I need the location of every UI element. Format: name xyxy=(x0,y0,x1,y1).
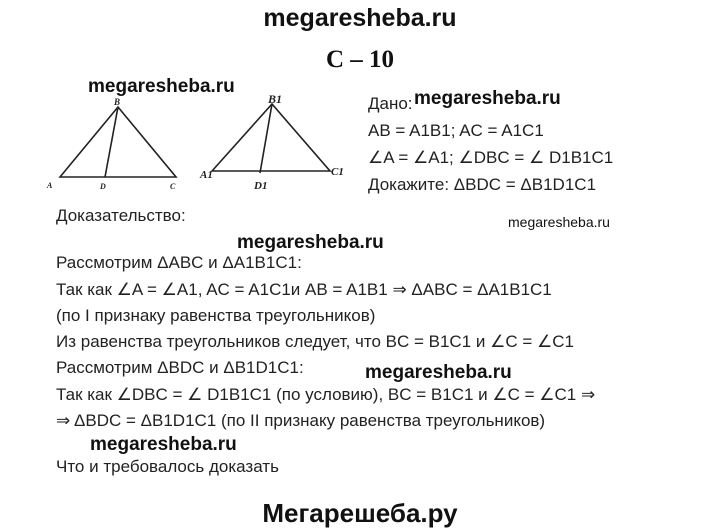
watermark-proof-1: megaresheba.ru xyxy=(237,232,384,253)
given-line-3: Докажите: ΔBDC = ΔB1D1C1 xyxy=(368,175,597,194)
watermark-top: megaresheba.ru xyxy=(263,4,457,32)
proof-line-2: Так как ∠A = ∠A1, AC = A1C1и AB = A1B1 ⇒ ΔABC = ΔA1B1C1 xyxy=(56,280,552,299)
triangles-figure xyxy=(40,94,360,194)
label-b: B xyxy=(114,97,121,107)
proof-line-5: Рассмотрим ΔBDC и ΔB1D1C1: xyxy=(56,358,304,377)
proof-line-8: Что и требовалось доказать xyxy=(56,457,279,476)
page-heading: С – 10 xyxy=(325,46,395,73)
label-d: D xyxy=(100,182,106,191)
triangle-abc xyxy=(60,107,176,177)
proof-line-7: ⇒ ΔBDC = ΔB1D1C1 (по II признаку равенства треугольников) xyxy=(56,411,546,430)
label-c1: C1 xyxy=(331,166,344,178)
proof-line-3: (по I признаку равенства треугольников) xyxy=(56,306,376,325)
watermark-figure: megaresheba.ru xyxy=(88,76,235,97)
label-a1: A1 xyxy=(200,169,213,181)
given-title: Дано: xyxy=(368,94,413,113)
proof-line-1: Рассмотрим ΔABC и ΔA1B1C1: xyxy=(56,253,302,272)
proof-line-4: Из равенства треугольников следует, что BC = B1C1 и ∠C = ∠C1 xyxy=(56,332,574,351)
proof-line-6: Так как ∠DBC = ∠ D1B1C1 (по условию), BC = B1C1 и ∠C = ∠C1 ⇒ xyxy=(56,385,596,404)
watermark-proof-2: megaresheba.ru xyxy=(365,362,512,383)
watermark-small: megaresheba.ru xyxy=(508,214,610,230)
label-a: A xyxy=(47,181,53,190)
proof-title: Доказательство: xyxy=(56,206,186,225)
label-b1: B1 xyxy=(268,94,283,106)
watermark-proof-3: megaresheba.ru xyxy=(90,434,237,455)
given-line-2: ∠A = ∠A1; ∠DBC = ∠ D1B1C1 xyxy=(368,148,614,167)
segment-bd xyxy=(105,107,118,177)
watermark-given: megaresheba.ru xyxy=(414,88,561,109)
given-line-1: AB = A1B1; AC = A1C1 xyxy=(368,121,544,140)
label-d1: D1 xyxy=(254,180,268,192)
watermark-bottom: Мегарешеба.ру xyxy=(262,498,458,528)
label-c: C xyxy=(170,182,176,191)
